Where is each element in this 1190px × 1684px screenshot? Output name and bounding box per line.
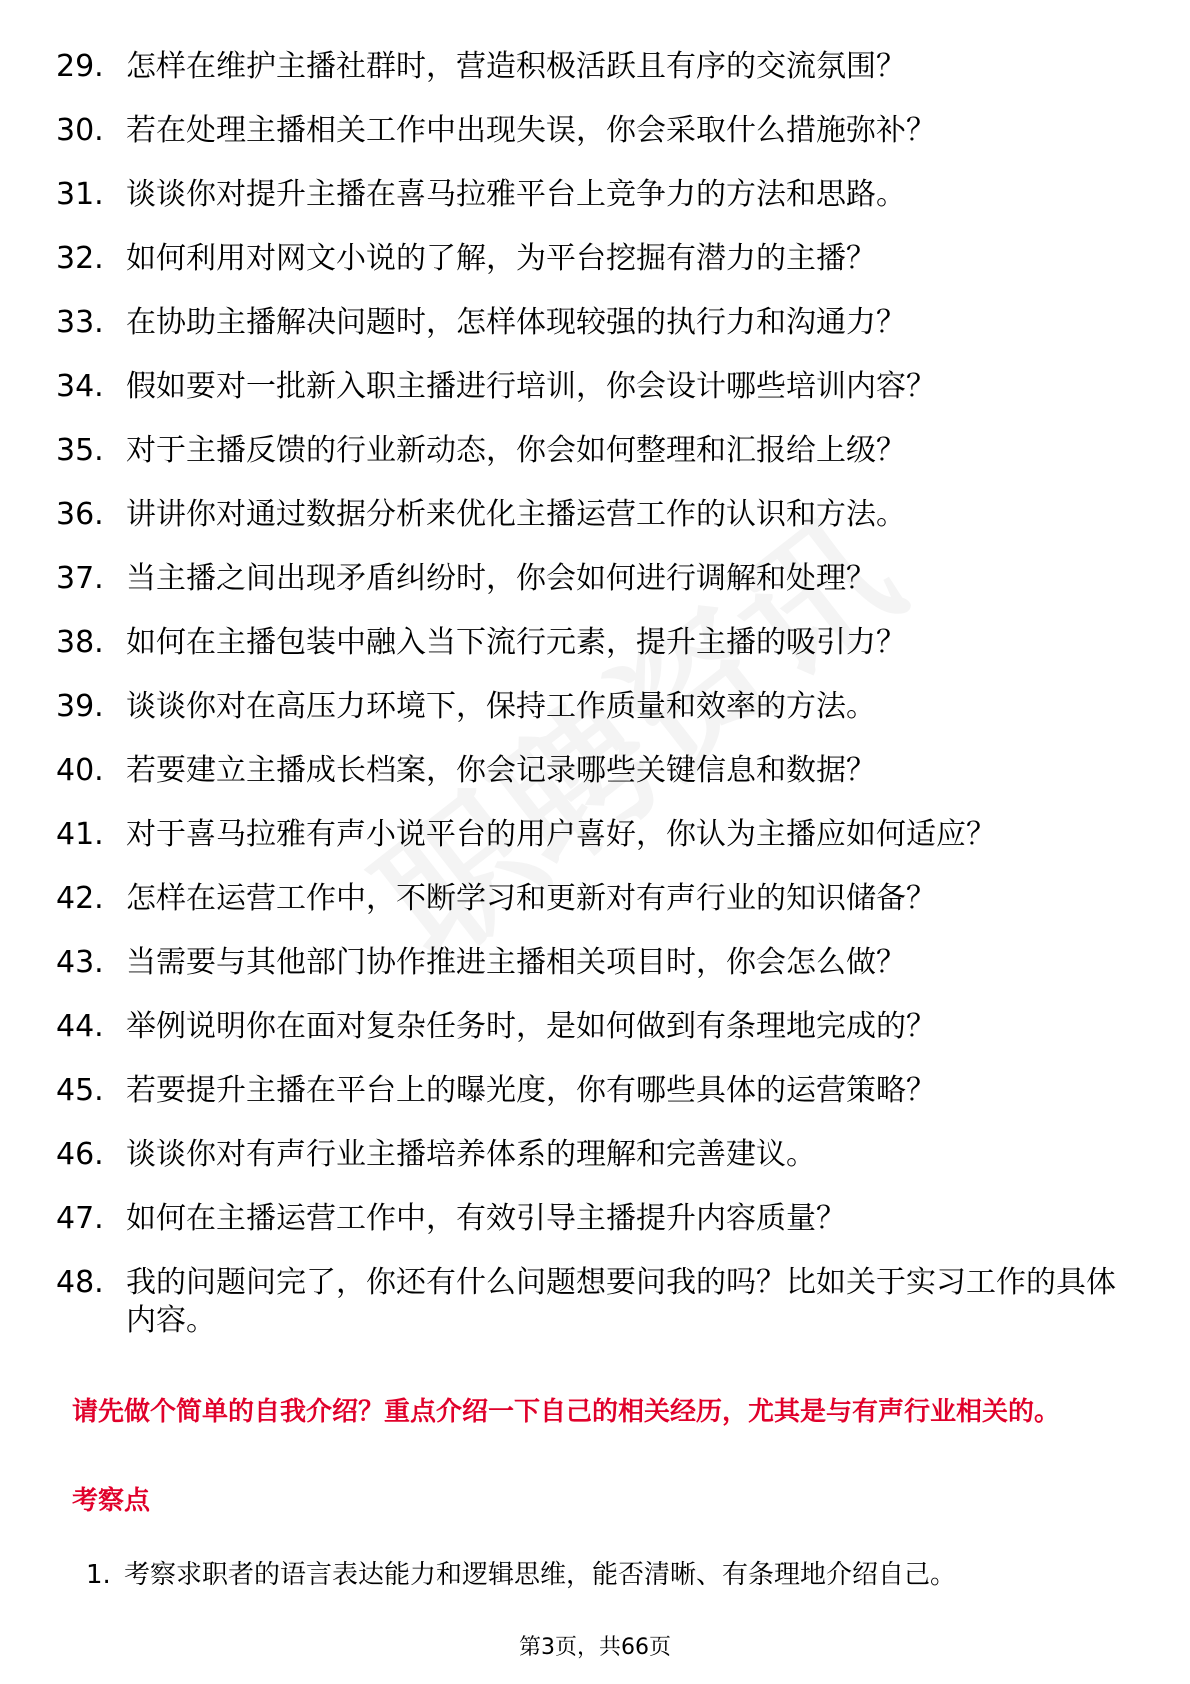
- question-text: 若要提升主播在平台上的曝光度，你有哪些具体的运营策略？: [126, 1073, 936, 1108]
- question-item: [0, 304, 1190, 342]
- question-number: 47.: [56, 1201, 104, 1236]
- assessment-points: [0, 1558, 1190, 1592]
- question-number: 39.: [56, 689, 104, 724]
- question-item: [0, 368, 1190, 406]
- question-text: 怎样在运营工作中，不断学习和更新对有声行业的知识储备？: [126, 881, 936, 916]
- question-text: 对于主播反馈的行业新动态，你会如何整理和汇报给上级？: [126, 433, 906, 468]
- question-item: [0, 1264, 1190, 1340]
- question-item: [0, 1136, 1190, 1174]
- question-text: 当主播之间出现矛盾纠纷时，你会如何进行调解和处理？: [126, 561, 876, 596]
- question-item: [0, 752, 1190, 790]
- question-item: [0, 624, 1190, 662]
- question-number: 32.: [56, 241, 104, 276]
- question-number: 33.: [56, 305, 104, 340]
- question-item: [0, 1008, 1190, 1046]
- page-footer: 第3页，共66页: [519, 1635, 671, 1660]
- question-number: 34.: [56, 369, 104, 404]
- question-text: 在协助主播解决问题时，怎样体现较强的执行力和沟通力？: [126, 305, 906, 340]
- question-number: 35.: [56, 433, 104, 468]
- question-text: 如何在主播包装中融入当下流行元素，提升主播的吸引力？: [126, 625, 906, 660]
- question-number: 30.: [56, 113, 104, 148]
- question-text: 若要建立主播成长档案，你会记录哪些关键信息和数据？: [126, 753, 876, 788]
- question-item: [0, 880, 1190, 918]
- question-text: 若在处理主播相关工作中出现失误，你会采取什么措施弥补？: [126, 113, 936, 148]
- question-number: 36.: [56, 497, 104, 532]
- question-item: [0, 112, 1190, 150]
- question-number: 31.: [56, 177, 104, 212]
- question-item: [0, 688, 1190, 726]
- question-text: 如何利用对网文小说的了解，为平台挖掘有潜力的主播？: [126, 241, 876, 276]
- question-number: 48.: [56, 1265, 104, 1300]
- question-item: [0, 944, 1190, 982]
- question-text: 我的问题问完了，你还有什么问题想要问我的吗？比如关于实习工作的具体内容。: [126, 1265, 1116, 1338]
- question-text: 如何在主播运营工作中，有效引导主播提升内容质量？: [126, 1201, 846, 1236]
- question-list: [0, 48, 1190, 1366]
- question-number: 41.: [56, 817, 104, 852]
- question-number: 37.: [56, 561, 104, 596]
- section-title: 考察点: [72, 1486, 151, 1516]
- focus-question: 请先做个简单的自我介绍？重点介绍一下自己的相关经历，尤其是与有声行业相关的。: [72, 1397, 1061, 1427]
- question-item: [0, 432, 1190, 470]
- question-number: 38.: [56, 625, 104, 660]
- question-text: 怎样在维护主播社群时，营造积极活跃且有序的交流氛围？: [126, 49, 906, 84]
- question-item: [0, 176, 1190, 214]
- question-item: [0, 560, 1190, 598]
- question-number: 40.: [56, 753, 104, 788]
- question-number: 29.: [56, 49, 104, 84]
- question-item: [0, 1200, 1190, 1238]
- question-text: 假如要对一批新入职主播进行培训，你会设计哪些培训内容？: [126, 369, 936, 404]
- question-item: [0, 240, 1190, 278]
- point-number: 1.: [86, 1560, 111, 1590]
- question-number: 45.: [56, 1073, 104, 1108]
- question-number: 44.: [56, 1009, 104, 1044]
- question-item: [0, 496, 1190, 534]
- question-text: 谈谈你对在高压力环境下，保持工作质量和效率的方法。: [126, 689, 876, 724]
- question-item: [0, 1072, 1190, 1110]
- question-number: 42.: [56, 881, 104, 916]
- question-item: [0, 48, 1190, 86]
- question-number: 46.: [56, 1137, 104, 1172]
- assessment-point: [0, 1558, 1190, 1592]
- question-text: 谈谈你对有声行业主播培养体系的理解和完善建议。: [126, 1137, 816, 1172]
- point-text: 考察求职者的语言表达能力和逻辑思维，能否清晰、有条理地介绍自己。: [124, 1560, 957, 1590]
- question-item: [0, 816, 1190, 854]
- question-text: 对于喜马拉雅有声小说平台的用户喜好，你认为主播应如何适应？: [126, 817, 996, 852]
- question-text: 谈谈你对提升主播在喜马拉雅平台上竞争力的方法和思路。: [126, 177, 906, 212]
- question-text: 讲讲你对通过数据分析来优化主播运营工作的认识和方法。: [126, 497, 906, 532]
- question-text: 举例说明你在面对复杂任务时，是如何做到有条理地完成的？: [126, 1009, 936, 1044]
- question-text: 当需要与其他部门协作推进主播相关项目时，你会怎么做？: [126, 945, 906, 980]
- question-number: 43.: [56, 945, 104, 980]
